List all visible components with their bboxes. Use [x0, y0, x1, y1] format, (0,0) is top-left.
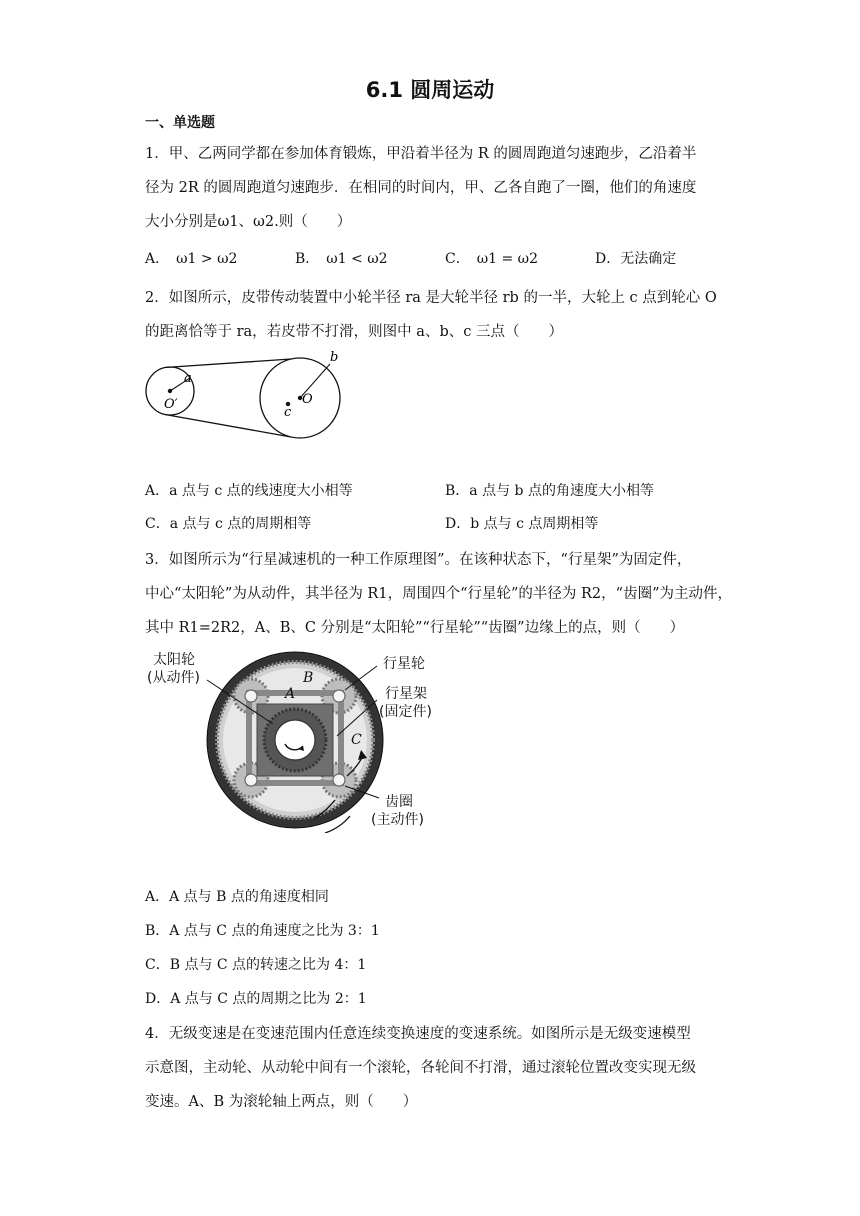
q2-line-2: 的距离恰等于 ra，若皮带不打滑，则图中 a、b、c 三点（ ） [145, 324, 563, 340]
q1-option-d: D．无法确定 [595, 251, 677, 267]
label-ring-gear: 齿圈 [385, 794, 413, 810]
label-b: b [330, 350, 339, 365]
label-carrier-role: (固定件) [379, 704, 432, 720]
q3-option-b: B．A 点与 C 点的角速度之比为 3：1 [145, 923, 380, 939]
label-c: c [284, 405, 292, 420]
q3-line-2: 中心“太阳轮”为从动件，其半径为 R1，周围四个“行星轮”的半径为 R2，“齿圈”为主动件， [145, 586, 732, 602]
q1-line-1: 1．甲、乙两同学都在参加体育锻炼，甲沿着半径为 R 的圆周跑道匀速跑步，乙沿着半 [145, 146, 697, 162]
q2-option-d: D．b 点与 c 点周期相等 [445, 516, 599, 532]
label-point-a: A [285, 686, 296, 702]
page-title: 6.1 圆周运动 [365, 78, 495, 102]
label-carrier: 行星架 [385, 686, 427, 702]
label-o: O [302, 392, 313, 407]
q4-line-1: 4．无级变速是在变速范围内任意连续变换速度的变速系统。如图所示是无级变速模型 [145, 1026, 691, 1042]
q3-line-1: 3．如图所示为“行星减速机的一种工作原理图”。在该种状态下，“行星架”为固定件， [145, 552, 692, 568]
label-planet-gear: 行星轮 [383, 656, 425, 672]
q3-option-d: D．A 点与 C 点的周期之比为 2：1 [145, 991, 367, 1007]
q2-option-b: B．a 点与 b 点的角速度大小相等 [445, 483, 654, 499]
planetary-gear-figure [145, 648, 445, 833]
label-o-prime: O′ [164, 397, 178, 412]
q3-line-3: 其中 R1=2R2，A、B、C 分别是“太阳轮”“行星轮”“齿圈”边缘上的点，则（ ） [145, 620, 685, 636]
q2-option-c: C．a 点与 c 点的周期相等 [145, 516, 312, 532]
label-a: a [184, 371, 192, 386]
q1-option-c: C． ω1 = ω2 [445, 251, 538, 267]
q2-line-1: 2．如图所示，皮带传动装置中小轮半径 ra 是大轮半径 rb 的一半，大轮上 c 点到轮心 O [145, 290, 717, 306]
q4-line-3: 变速。A、B 为滚轮轴上两点，则（ ） [145, 1094, 418, 1110]
q3-option-c: C．B 点与 C 点的转速之比为 4：1 [145, 957, 367, 973]
label-ring-gear-role: (主动件) [371, 812, 424, 828]
section-heading: 一、单选题 [145, 115, 215, 131]
q4-line-2: 示意图，主动轮、从动轮中间有一个滚轮，各轮间不打滑，通过滚轮位置改变实现无级 [145, 1060, 696, 1076]
label-sun-gear: 太阳轮 [153, 652, 195, 668]
q1-option-a: A． ω1 > ω2 [145, 251, 238, 267]
belt-drive-figure [140, 348, 350, 440]
q3-option-a: A．A 点与 B 点的角速度相同 [145, 889, 329, 905]
q1-option-b: B． ω1 < ω2 [295, 251, 388, 267]
label-point-c: C [351, 732, 362, 748]
q1-line-2: 径为 2R 的圆周跑道匀速跑步．在相同的时间内，甲、乙各自跑了一圈，他们的角速度 [145, 180, 697, 196]
q1-line-3: 大小分别是ω1、ω2.则（ ） [145, 214, 352, 230]
q2-option-a: A．a 点与 c 点的线速度大小相等 [145, 483, 353, 499]
label-point-b: B [303, 670, 314, 686]
label-sun-gear-role: (从动件) [147, 670, 200, 686]
